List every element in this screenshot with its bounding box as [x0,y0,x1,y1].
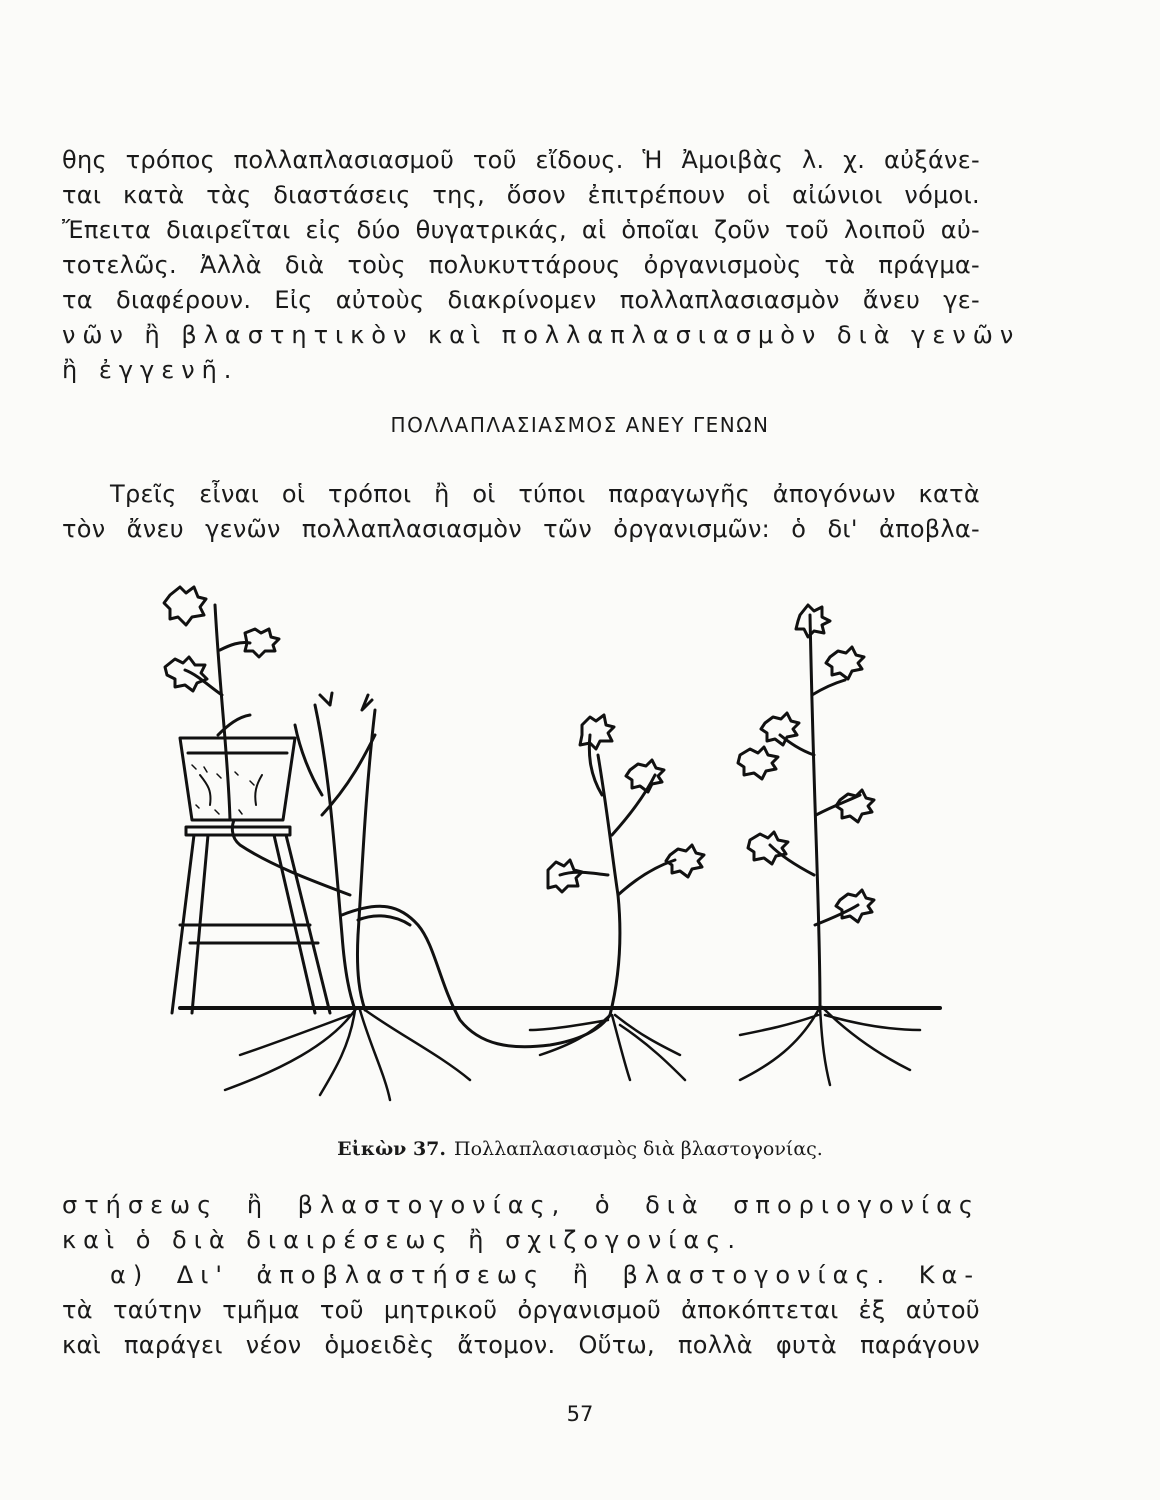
text-line: Τρεῖς εἶναι οἱ τρόποι ἢ οἱ τύποι παραγωγῆς ἀπογόνων κατὰ [110,480,980,508]
section-heading: ΠΟΛΛΑΠΛΑΣΙΑΣΜΟΣ ΑΝΕΥ ΓΕΝΩΝ [390,413,770,437]
figure-caption-text: Πολλαπλασιασμὸς διὰ βλαστογονίας. [454,1138,823,1160]
figure-37-illustration [150,575,950,1115]
layered-plant [548,715,704,1015]
paragraph-types [62,477,980,547]
roots [225,1007,920,1100]
pot-on-stand [172,738,330,1013]
independent-plant [738,605,874,1007]
text-line: τὸν ἄνευ γενῶν πολλαπλασιασμὸν τῶν ὀργανισμῶν: ὁ δι' ἀποβλα- [62,515,980,543]
text-line: ἢ ἐγγενῆ. [62,356,239,384]
text-line: θης τρόπος πολλαπλασιασμοῦ τοῦ εἴδους. Ἡ Ἀμοιβὰς λ. χ. αὐξάνε- [62,146,980,174]
parent-plant [232,693,610,1047]
figure-caption-label: Εἰκὼν 37. [337,1138,447,1160]
text-line: ται κατὰ τὰς διαστάσεις της, ὅσον ἐπιτρέπουν οἱ αἰώνιοι νόμοι. [62,181,980,209]
text-line: στήσεως ἢ βλαστογονίας, ὁ διὰ σποριογονίας [62,1191,980,1219]
text-line: τα διαφέρουν. Εἰς αὐτοὺς διακρίνομεν πολλαπλασιασμὸν ἄνευ γε- [62,286,980,314]
cutting-in-pot [164,587,279,820]
text-line: τὰ ταύτην τμῆμα τοῦ μητρικοῦ ὀργανισμοῦ ἀποκόπτεται ἐξ αὐτοῦ [62,1296,980,1324]
text-line: τοτελῶς. Ἀλλὰ διὰ τοὺς πολυκυττάρους ὀργανισμοὺς τὰ πράγμα- [62,251,980,279]
text-line: καὶ ὁ διὰ διαιρέσεως ἢ σχιζογονίας. [62,1226,742,1254]
paragraph-intro [62,143,1021,388]
figure-caption [0,1138,1160,1160]
text-line: νῶν ἢ βλαστητικὸν καὶ πολλαπλασιασμὸν διὰ γενῶν [62,321,1021,349]
text-line: Ἔπειτα διαιρεῖται εἰς δύο θυγατρικάς, αἱ ὁποῖαι ζοῦν τοῦ λοιποῦ αὐ- [62,216,980,244]
text-line: καὶ παράγει νέον ὁμοειδὲς ἄτομον. Οὕτω, πολλὰ φυτὰ παράγουν [62,1331,980,1359]
paragraph-budding [62,1188,980,1363]
page-number: 57 [566,1402,594,1426]
text-line: α) Δι' ἀποβλαστήσεως ἢ βλαστογονίας. Κα- [110,1261,980,1289]
